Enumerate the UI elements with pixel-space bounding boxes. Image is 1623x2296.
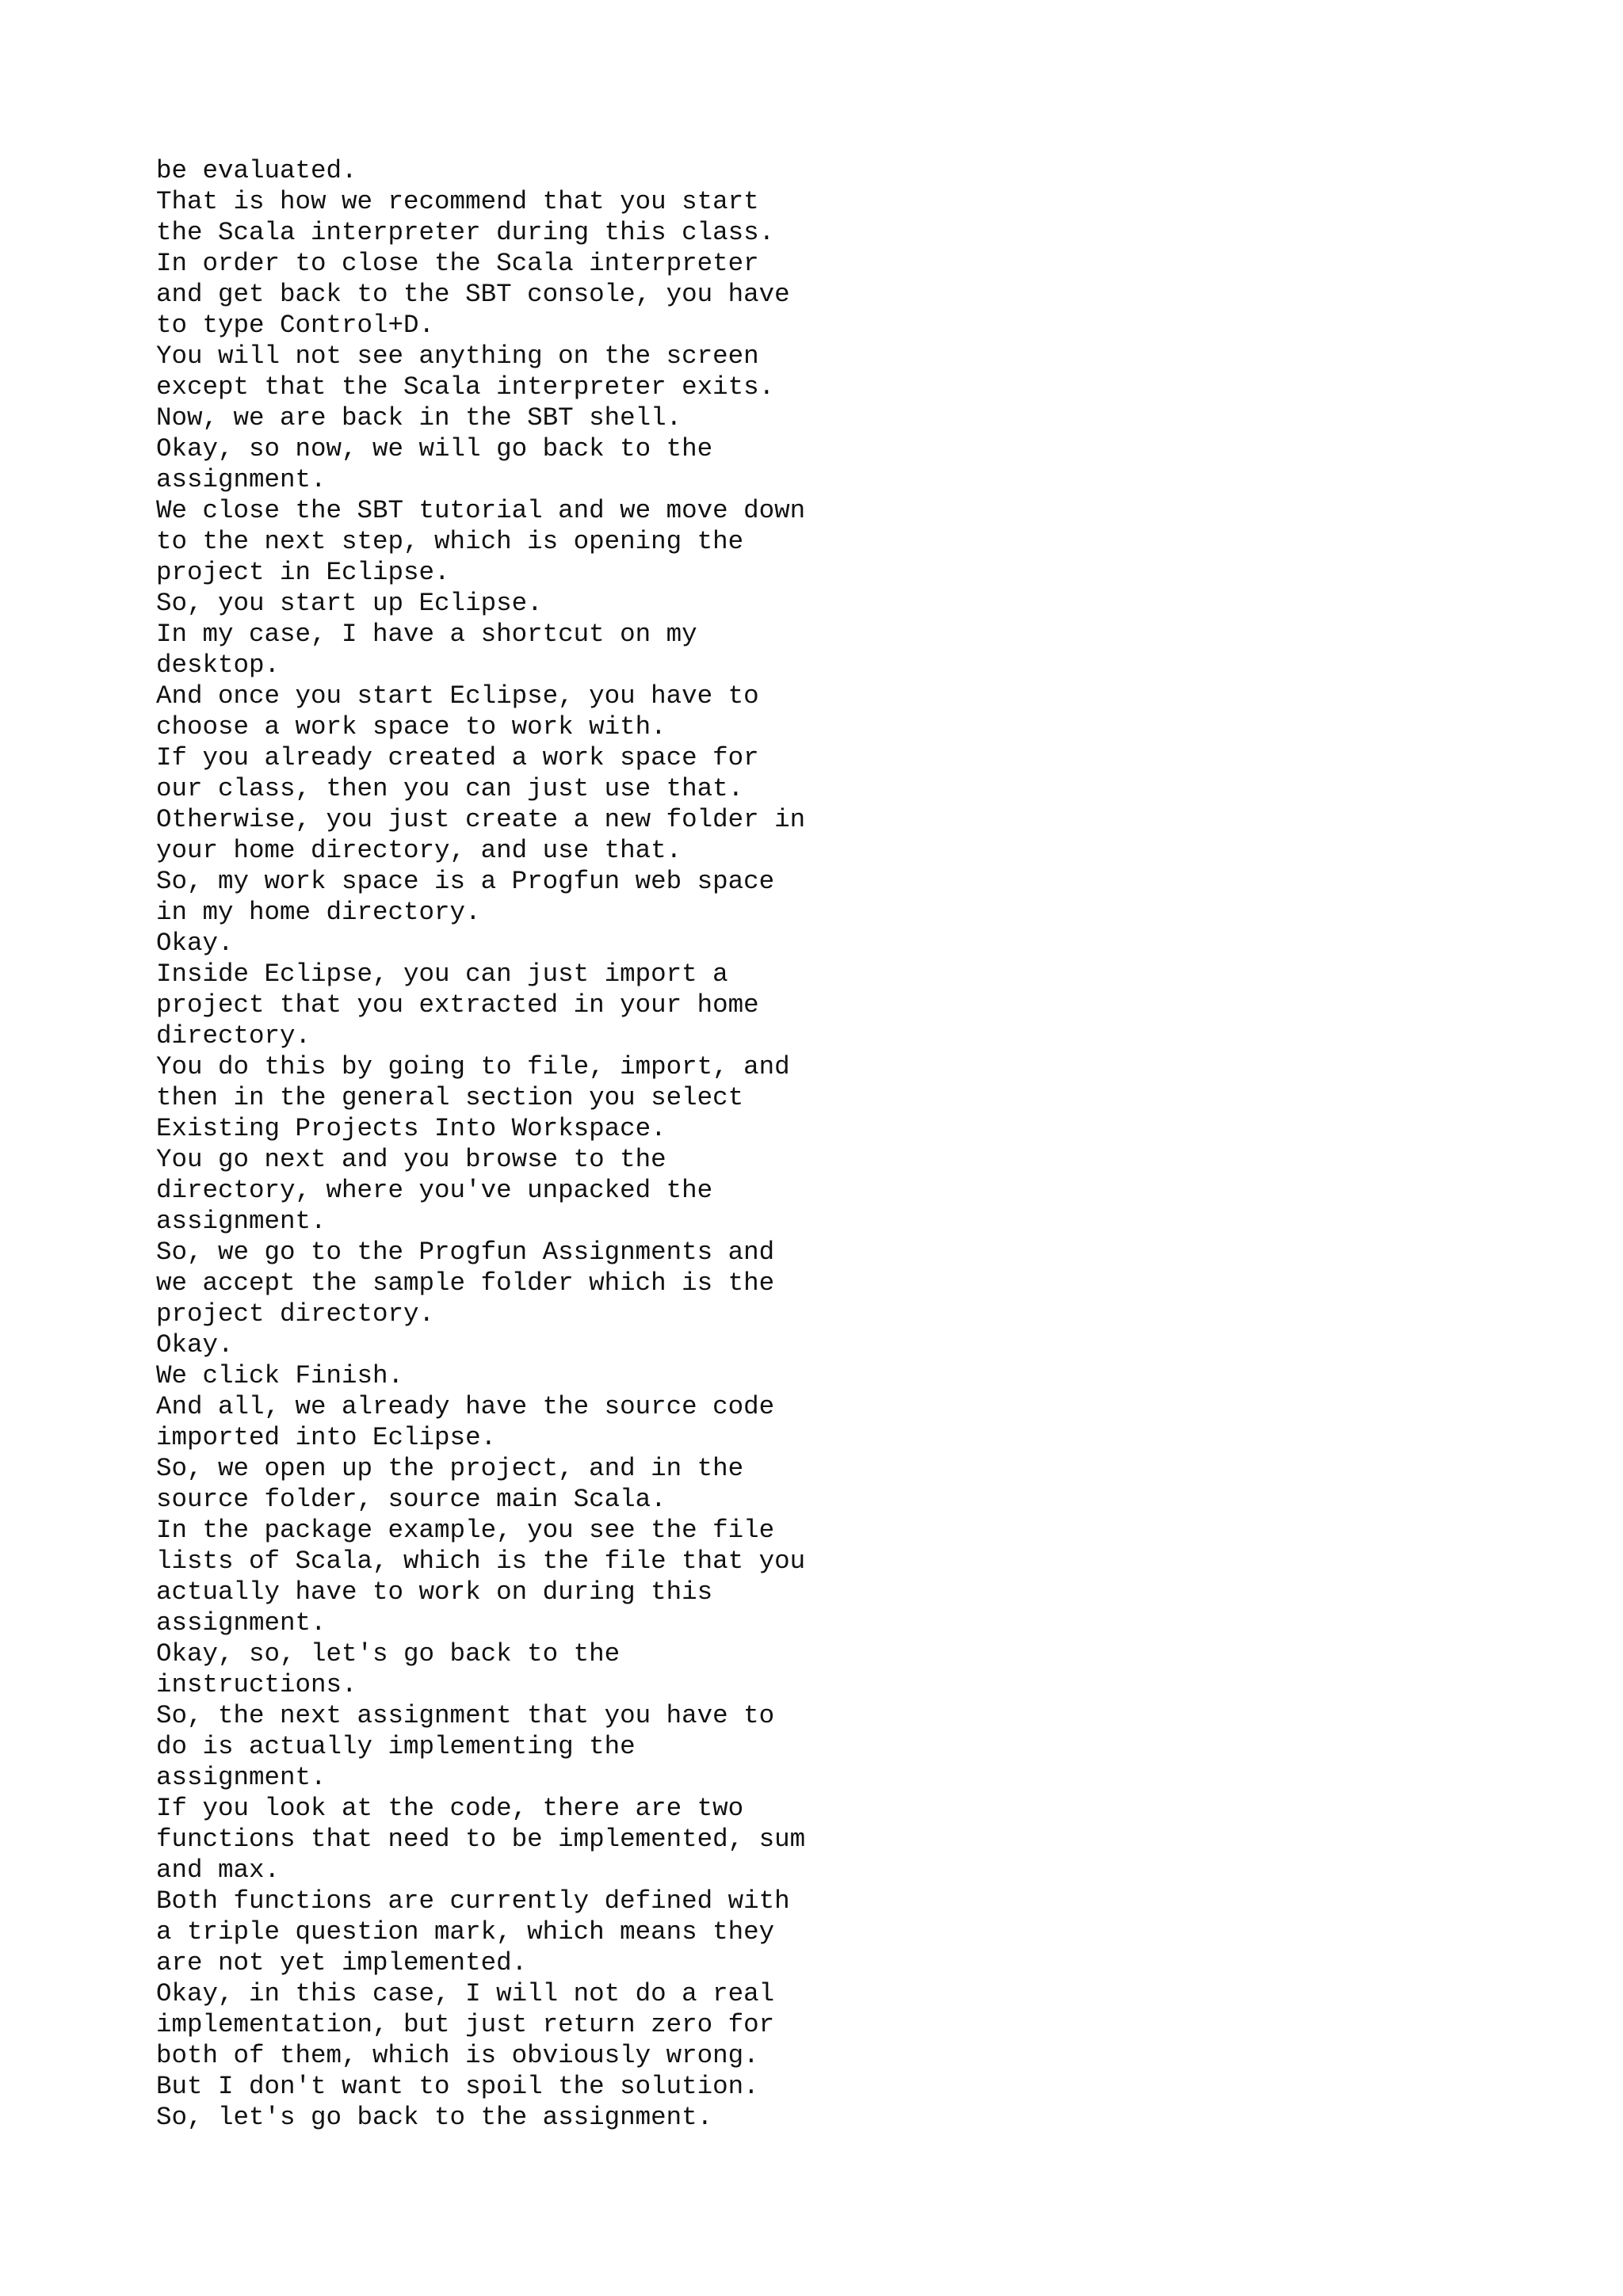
transcript-line: Okay.	[156, 1330, 234, 1360]
transcript-line: Okay, so, let's go back to the	[156, 1639, 621, 1669]
transcript-line: both of them, which is obviously wrong.	[156, 2041, 759, 2070]
transcript-line: be evaluated.	[156, 156, 357, 185]
transcript-line: to the next step, which is opening the	[156, 527, 744, 556]
transcript-line: except that the Scala interpreter exits.	[156, 372, 775, 402]
transcript-line: imported into Eclipse.	[156, 1423, 497, 1452]
transcript-line: So, the next assignment that you have to	[156, 1701, 775, 1730]
transcript-line: in my home directory.	[156, 898, 481, 927]
transcript-line: Inside Eclipse, you can just import a	[156, 959, 728, 989]
transcript-line: So, you start up Eclipse.	[156, 589, 543, 618]
transcript-line: If you look at the code, there are two	[156, 1794, 744, 1823]
transcript-line: implementation, but just return zero for	[156, 2010, 775, 2039]
transcript-line: we accept the sample folder which is the	[156, 1268, 775, 1298]
transcript-line: your home directory, and use that.	[156, 836, 682, 865]
transcript-line: instructions.	[156, 1670, 357, 1699]
transcript-line: And once you start Eclipse, you have to	[156, 681, 759, 711]
transcript-line: assignment.	[156, 465, 327, 494]
transcript-line: Okay.	[156, 929, 234, 958]
transcript-line: our class, then you can just use that.	[156, 774, 744, 803]
transcript-line: In the package example, you see the file	[156, 1516, 775, 1545]
transcript-line: You do this by going to file, import, and	[156, 1052, 790, 1081]
transcript-line: project in Eclipse.	[156, 558, 450, 587]
transcript-line: project directory.	[156, 1299, 435, 1329]
transcript-line: So, we go to the Progfun Assignments and	[156, 1238, 775, 1267]
transcript-line: then in the general section you select	[156, 1083, 744, 1112]
transcript-line: In order to close the Scala interpreter	[156, 249, 759, 278]
transcript-line: desktop.	[156, 650, 281, 680]
transcript-line: Otherwise, you just create a new folder in	[156, 805, 806, 834]
transcript-line: choose a work space to work with.	[156, 712, 666, 742]
transcript-line: Now, we are back in the SBT shell.	[156, 403, 682, 433]
transcript-text	[156, 155, 805, 2133]
transcript-line: In my case, I have a shortcut on my	[156, 620, 697, 649]
transcript-line: directory, where you've unpacked the	[156, 1176, 713, 1205]
transcript-line: Existing Projects Into Workspace.	[156, 1114, 666, 1143]
transcript-line: Okay, so now, we will go back to the	[156, 434, 713, 463]
transcript-line: directory.	[156, 1021, 311, 1051]
transcript-line: But I don't want to spoil the solution.	[156, 2072, 759, 2101]
transcript-line: actually have to work on during this	[156, 1577, 713, 1607]
transcript-line: assignment.	[156, 1763, 327, 1792]
transcript-line: a triple question mark, which means they	[156, 1917, 775, 1947]
transcript-line: Okay, in this case, I will not do a real	[156, 1979, 775, 2008]
transcript-line: project that you extracted in your home	[156, 990, 759, 1020]
transcript-line: If you already created a work space for	[156, 743, 759, 772]
transcript-line: We click Finish.	[156, 1361, 404, 1390]
transcript-line: You go next and you browse to the	[156, 1145, 666, 1174]
transcript-line: Both functions are currently defined with	[156, 1886, 790, 1916]
transcript-line: assignment.	[156, 1608, 327, 1638]
transcript-line: So, my work space is a Progfun web space	[156, 867, 775, 896]
transcript-line: and max.	[156, 1855, 281, 1885]
transcript-line: So, let's go back to the assignment.	[156, 2103, 713, 2132]
transcript-line: and get back to the SBT console, you have	[156, 280, 790, 309]
transcript-line: So, we open up the project, and in the	[156, 1454, 744, 1483]
transcript-line: lists of Scala, which is the file that you	[156, 1547, 806, 1576]
transcript-line: are not yet implemented.	[156, 1948, 528, 1978]
transcript-line: That is how we recommend that you start	[156, 187, 759, 216]
transcript-line: source folder, source main Scala.	[156, 1485, 666, 1514]
transcript-line: assignment.	[156, 1207, 327, 1236]
transcript-line: to type Control+D.	[156, 311, 435, 340]
transcript-line: You will not see anything on the screen	[156, 341, 759, 371]
transcript-line: do is actually implementing the	[156, 1732, 636, 1761]
transcript-line: functions that need to be implemented, sum	[156, 1825, 806, 1854]
transcript-line: the Scala interpreter during this class.	[156, 218, 775, 247]
transcript-line: And all, we already have the source code	[156, 1392, 775, 1421]
transcript-line: We close the SBT tutorial and we move down	[156, 496, 806, 525]
